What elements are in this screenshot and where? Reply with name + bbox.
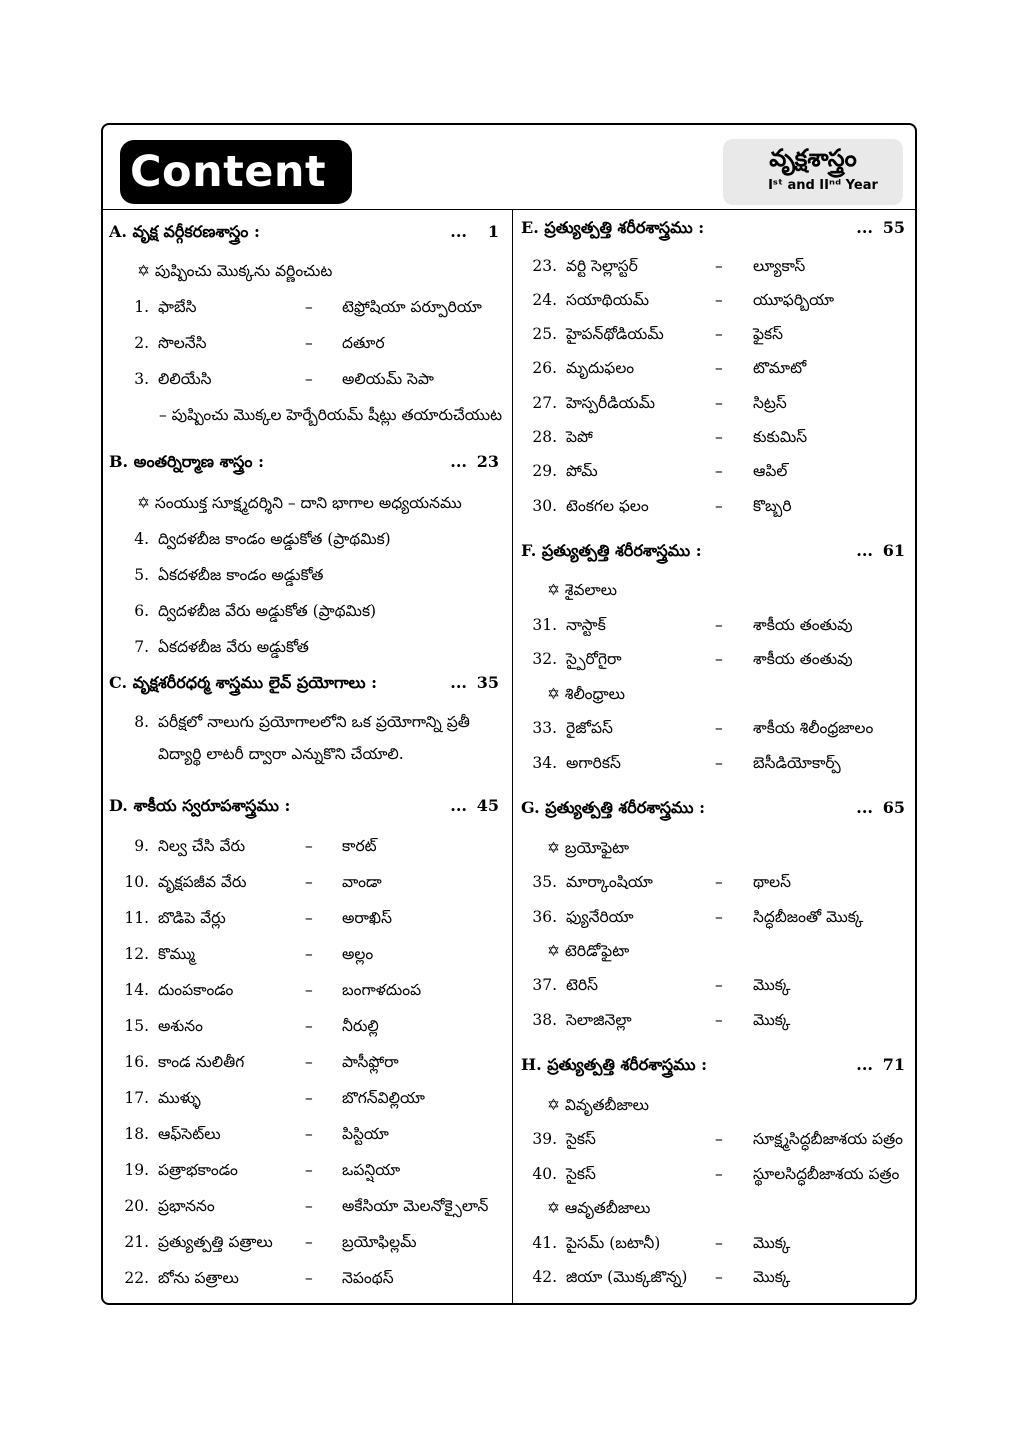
item-example: స్థూలసిద్ధబీజాశయ పత్రం <box>753 1165 900 1183</box>
item-number: 41. <box>532 1234 557 1252</box>
item-number: 17. <box>124 1089 149 1107</box>
item-number: 20. <box>124 1197 149 1215</box>
item-example: శాకీయ తంతువు <box>753 650 853 668</box>
item-example: థాలస్ <box>753 873 791 891</box>
item-example: బొగన్‌విల్లియా <box>342 1089 425 1107</box>
leader-dots: ... <box>856 1055 873 1074</box>
list-item <box>109 1227 505 1257</box>
item-example: బెసీడియోకార్ప్ <box>753 754 841 772</box>
item-dash: – <box>715 1130 723 1148</box>
item-number: 31. <box>532 616 557 634</box>
item-name: అగారికస్ <box>566 754 621 772</box>
list-item <box>109 524 505 554</box>
item-name: కాండ నులితీగ <box>158 1053 245 1071</box>
note-text: – పుష్పించు మొక్కల హెర్బేరియమ్ షీట్లు తయారుచేయుట <box>159 406 503 424</box>
item-name: నాస్టాక్ <box>566 616 606 634</box>
star-text: ✡ పుష్పించు మొక్కను వర్ణించుట <box>137 262 333 280</box>
item-name: పోమ్ <box>566 462 598 480</box>
section-heading <box>109 668 505 698</box>
item-name: లిలియేసి <box>158 370 212 388</box>
list-item <box>109 903 505 933</box>
list-item <box>109 1011 505 1041</box>
item-example: పాసీఫ్లోరా <box>342 1053 399 1071</box>
item-name: ప్రత్యుత్పత్తి పత్రాలు <box>158 1233 273 1251</box>
list-item <box>521 353 911 383</box>
item-name: రైజోపస్ <box>566 719 613 737</box>
page-number: 61 <box>882 541 905 560</box>
item-example: మొక్క <box>753 976 791 994</box>
item-number: 4. <box>134 530 149 548</box>
item-number: 10. <box>124 873 149 891</box>
list-item <box>521 491 911 521</box>
item-example: ఫైకస్ <box>753 325 783 343</box>
item-dash: – <box>305 945 313 963</box>
item-dash: – <box>715 394 723 412</box>
list-item <box>521 388 911 418</box>
item-example: బంగాళదుంప <box>342 981 422 999</box>
list-item-continuation <box>109 739 505 769</box>
item-number: 29. <box>532 462 557 480</box>
page-number: 55 <box>882 218 905 237</box>
item-example: వాండా <box>342 873 382 891</box>
item-number: 35. <box>532 873 557 891</box>
leader-dots: ... <box>450 452 467 471</box>
list-item <box>521 319 911 349</box>
list-item <box>521 970 911 1000</box>
content-title: Content <box>130 147 327 197</box>
item-example: కొబ్బరి <box>753 497 792 515</box>
item-example: కుకుమిస్ <box>753 428 808 446</box>
item-example: కారట్ <box>342 837 377 855</box>
leader-dots: ... <box>856 541 873 560</box>
item-dash: – <box>715 1268 723 1286</box>
item-example: మొక్క <box>753 1268 791 1286</box>
item-dash: – <box>305 1053 313 1071</box>
item-number: 8. <box>134 713 149 731</box>
list-item <box>109 939 505 969</box>
item-example: అరాఖిస్ <box>342 909 392 927</box>
item-dash: – <box>715 650 723 668</box>
column-divider <box>512 209 513 1303</box>
star-item <box>109 488 505 518</box>
item-name: మృదుఫలం <box>566 359 635 377</box>
item-example: సిద్ధబీజంతో మొక్క <box>753 908 864 926</box>
item-dash: – <box>715 325 723 343</box>
item-name: సయాథియమ్ <box>566 291 650 309</box>
list-item <box>521 456 911 486</box>
item-number: 39. <box>532 1130 557 1148</box>
item-example: మొక్క <box>753 1011 791 1029</box>
item-example: అకేసియా మెలనోక్సైలాన్ <box>342 1197 489 1215</box>
item-dash: – <box>305 1125 313 1143</box>
item-number: 3. <box>134 370 149 388</box>
star-item <box>521 936 911 966</box>
item-example: బ్రయోఫిల్లమ్ <box>342 1233 417 1251</box>
star-item <box>521 1193 911 1223</box>
item-dash: – <box>305 370 313 388</box>
content-badge <box>120 140 352 204</box>
item-number: 15. <box>124 1017 149 1035</box>
list-item <box>521 285 911 315</box>
item-number: 26. <box>532 359 557 377</box>
item-name: టెరిస్ <box>566 976 599 994</box>
item-number: 36. <box>532 908 557 926</box>
star-text: ✡ శైవలాలు <box>547 581 618 599</box>
list-item <box>109 1263 505 1293</box>
item-name: వర్టి సెల్లాస్టర్ <box>566 257 638 275</box>
list-item <box>521 644 911 674</box>
item-dash: – <box>715 257 723 275</box>
item-dash: – <box>715 1165 723 1183</box>
list-item <box>109 632 505 662</box>
item-example: టొమాటో <box>753 359 807 377</box>
item-example: నెపంథస్ <box>342 1269 394 1287</box>
item-number: 34. <box>532 754 557 772</box>
item-name: నిల్వ చేసి వేరు <box>158 837 246 855</box>
item-name: సొలనేసి <box>158 334 207 352</box>
star-text: ✡ ఆవృతబీజాలు <box>547 1199 651 1217</box>
item-name: స్పైరోగైరా <box>566 650 622 668</box>
item-number: 9. <box>134 837 149 855</box>
item-number: 19. <box>124 1161 149 1179</box>
item-example: సూక్ష్మసిద్ధబీజాశయ పత్రం <box>753 1130 903 1148</box>
list-item <box>521 867 911 897</box>
item-name: దుంపకాండం <box>158 981 234 999</box>
page-number: 35 <box>476 673 499 692</box>
page-number: 65 <box>882 798 905 817</box>
item-number: 40. <box>532 1165 557 1183</box>
section-label: G. ప్రత్యుత్పత్తి శరీరశాస్త్రము : <box>521 798 706 817</box>
list-item <box>521 1228 911 1258</box>
content-frame <box>101 123 917 1305</box>
star-text: ✡ శిలీంధ్రాలు <box>547 685 626 703</box>
item-example: దతూర <box>342 334 385 352</box>
section-label: B. అంతర్నిర్మాణ శాస్త్రం : <box>109 452 265 471</box>
item-number: 27. <box>532 394 557 412</box>
item-number: 42. <box>532 1268 557 1286</box>
item-dash: – <box>715 291 723 309</box>
item-dash: – <box>715 462 723 480</box>
item-dash: – <box>715 719 723 737</box>
item-name: ప్రభాననం <box>158 1197 215 1215</box>
item-name: కొమ్ము <box>158 945 195 963</box>
list-item <box>109 1155 505 1185</box>
item-text-line: పరీక్షలో నాలుగు ప్రయోగాలలోని ఒక ప్రయోగాన్ని ప్రతీ <box>158 713 470 731</box>
header-divider <box>103 209 915 210</box>
item-number: 24. <box>532 291 557 309</box>
item-example: నీరుల్లి <box>342 1017 379 1035</box>
item-dash: – <box>305 1269 313 1287</box>
list-item <box>109 560 505 590</box>
item-example: టెఫ్రోషియా పర్పూరియా <box>342 298 482 316</box>
star-text: ✡ బ్రయోఫైటా <box>547 839 630 857</box>
item-number: 6. <box>134 602 149 620</box>
item-dash: – <box>305 1017 313 1035</box>
item-name: ఆఫ్‌సెట్‌లు <box>158 1125 221 1143</box>
item-name: ద్విదళబీజ వేరు అడ్డుకోత (ప్రాథమిక) <box>158 602 377 620</box>
star-item <box>521 833 911 863</box>
page-number: 71 <box>882 1055 905 1074</box>
item-name: మార్కాంషియా <box>566 873 653 891</box>
list-item <box>109 1047 505 1077</box>
list-item <box>109 292 505 322</box>
list-item <box>109 328 505 358</box>
leader-dots: ... <box>450 222 467 241</box>
list-item <box>521 713 911 743</box>
item-dash: – <box>305 334 313 352</box>
item-name: సైకస్ <box>566 1130 596 1148</box>
section-heading <box>109 791 505 821</box>
list-item <box>521 1159 911 1189</box>
item-name: ఫ్యునేరియా <box>566 908 634 926</box>
item-example: యూఫర్బియా <box>753 291 835 309</box>
section-heading <box>521 793 911 823</box>
item-example: శాకీయ శిలీంధ్రజాలం <box>753 719 874 737</box>
subject-title: వృక్షశాస్త్రం <box>769 144 857 172</box>
item-name: బొడిపె వేర్లు <box>158 909 226 927</box>
item-example: మొక్క <box>753 1234 791 1252</box>
section-label: D. శాకీయ స్వరూపశాస్త్రము : <box>109 796 291 815</box>
list-item <box>109 1083 505 1113</box>
item-number: 7. <box>134 638 149 656</box>
item-number: 32. <box>532 650 557 668</box>
item-name: పత్రాభకాండం <box>158 1161 238 1179</box>
star-item <box>521 1090 911 1120</box>
item-number: 33. <box>532 719 557 737</box>
item-name: ఫాబేసి <box>158 298 197 316</box>
item-number: 1. <box>134 298 149 316</box>
list-item <box>521 251 911 281</box>
item-number: 18. <box>124 1125 149 1143</box>
list-item <box>109 1191 505 1221</box>
item-name: ద్విదళబీజ కాండం అడ్డుకోత (ప్రాథమిక) <box>158 530 391 548</box>
item-number: 12. <box>124 945 149 963</box>
item-number: 38. <box>532 1011 557 1029</box>
section-label: A. వృక్ష వర్గీకరణశాస్త్రం : <box>109 222 260 241</box>
item-text-line: విద్యార్థి లాటరీ ద్వారా ఎన్నుకొని చేయాలి. <box>158 745 404 763</box>
section-label: H. ప్రత్యుత్పత్తి శరీరశాస్త్రము : <box>521 1055 708 1074</box>
leader-dots: ... <box>856 798 873 817</box>
item-name: వృక్షపజీవ వేరు <box>158 873 247 891</box>
page-number: 1 <box>487 222 499 241</box>
star-text: ✡ టెరిడోఫైటా <box>547 942 630 960</box>
list-item <box>521 1262 911 1292</box>
item-dash: – <box>305 873 313 891</box>
item-dash: – <box>715 616 723 634</box>
item-number: 16. <box>124 1053 149 1071</box>
item-dash: – <box>305 1233 313 1251</box>
item-dash: – <box>305 909 313 927</box>
item-example: ల్యూకాస్ <box>753 257 806 275</box>
note-item <box>109 400 505 430</box>
item-example: అల్లం <box>342 945 374 963</box>
item-dash: – <box>715 976 723 994</box>
section-heading <box>521 536 911 566</box>
item-dash: – <box>715 908 723 926</box>
item-name: జియా (మొక్కజొన్న) <box>566 1268 688 1286</box>
item-name: పైసమ్ (బటానీ) <box>566 1234 661 1252</box>
item-number: 14. <box>124 981 149 999</box>
subject-box <box>723 139 903 205</box>
item-name: టెంకగల ఫలం <box>566 497 649 515</box>
section-label: F. ప్రత్యుత్పత్తి శరీరశాస్త్రము : <box>521 541 702 560</box>
item-example: ఒపన్షియా <box>342 1161 401 1179</box>
star-item <box>109 256 505 286</box>
list-item <box>521 748 911 778</box>
item-name: ముళ్ళు <box>158 1089 201 1107</box>
section-heading <box>521 1050 911 1080</box>
item-name: సెలాజినెల్లా <box>566 1011 632 1029</box>
list-item <box>521 1005 911 1035</box>
item-dash: – <box>305 1197 313 1215</box>
section-label: C. వృక్షశరీరధర్మ శాస్త్రము లైవ్ ప్రయోగాలు : <box>109 673 378 692</box>
item-dash: – <box>305 981 313 999</box>
item-number: 37. <box>532 976 557 994</box>
star-text: ✡ సంయుక్త సూక్ష్మదర్శిని – దాని భాగాల అధ్యయనము <box>137 494 462 512</box>
section-heading <box>109 217 505 247</box>
item-number: 23. <box>532 257 557 275</box>
item-dash: – <box>715 873 723 891</box>
item-number: 25. <box>532 325 557 343</box>
star-item <box>521 575 911 605</box>
list-item <box>109 596 505 626</box>
item-number: 2. <box>134 334 149 352</box>
list-item <box>521 902 911 932</box>
item-number: 5. <box>134 566 149 584</box>
item-name: పెపో <box>566 428 593 446</box>
item-number: 22. <box>124 1269 149 1287</box>
item-dash: – <box>305 298 313 316</box>
item-dash: – <box>715 754 723 772</box>
item-dash: – <box>715 1234 723 1252</box>
star-item <box>521 679 911 709</box>
year-label: Iˢᵗ and IIⁿᵈ Year <box>768 178 878 193</box>
item-name: ఏకదళబీజ వేరు అడ్డుకోత <box>158 638 309 656</box>
section-heading <box>521 213 911 243</box>
leader-dots: ... <box>856 218 873 237</box>
item-number: 30. <box>532 497 557 515</box>
item-name: ఏకదళబీజ కాండం అడ్డుకోత <box>158 566 324 584</box>
page-number: 45 <box>476 796 499 815</box>
star-text: ✡ వివృతబీజాలు <box>547 1096 650 1114</box>
item-dash: – <box>305 1161 313 1179</box>
item-example: అలియమ్ సెపా <box>342 370 434 388</box>
item-example: పిస్టియా <box>342 1125 389 1143</box>
item-name: బోను పత్రాలు <box>158 1269 239 1287</box>
list-item <box>521 610 911 640</box>
item-number: 11. <box>124 909 149 927</box>
list-item <box>109 975 505 1005</box>
section-heading <box>109 447 505 477</box>
item-name: హైపన్‌థోడియమ్ <box>566 325 664 343</box>
item-example: సిట్రస్ <box>753 394 787 412</box>
item-name: హెస్పరీడియమ్ <box>566 394 656 412</box>
item-name: సైకస్ <box>566 1165 596 1183</box>
leader-dots: ... <box>450 673 467 692</box>
item-number: 28. <box>532 428 557 446</box>
item-dash: – <box>715 428 723 446</box>
item-number: 21. <box>124 1233 149 1251</box>
list-item <box>521 422 911 452</box>
list-item <box>109 364 505 394</box>
list-item <box>109 831 505 861</box>
page-number: 23 <box>476 452 499 471</box>
item-dash: – <box>715 359 723 377</box>
list-item <box>521 1124 911 1154</box>
item-example: శాకీయ తంతువు <box>753 616 853 634</box>
item-dash: – <box>305 1089 313 1107</box>
leader-dots: ... <box>450 796 467 815</box>
item-name: అశునం <box>158 1017 204 1035</box>
list-item <box>109 707 505 737</box>
section-label: E. ప్రత్యుత్పత్తి శరీరశాస్త్రము : <box>521 218 705 237</box>
item-example: ఆపిల్ <box>753 462 788 480</box>
list-item <box>109 1119 505 1149</box>
item-dash: – <box>715 497 723 515</box>
item-dash: – <box>305 837 313 855</box>
item-dash: – <box>715 1011 723 1029</box>
list-item <box>109 867 505 897</box>
